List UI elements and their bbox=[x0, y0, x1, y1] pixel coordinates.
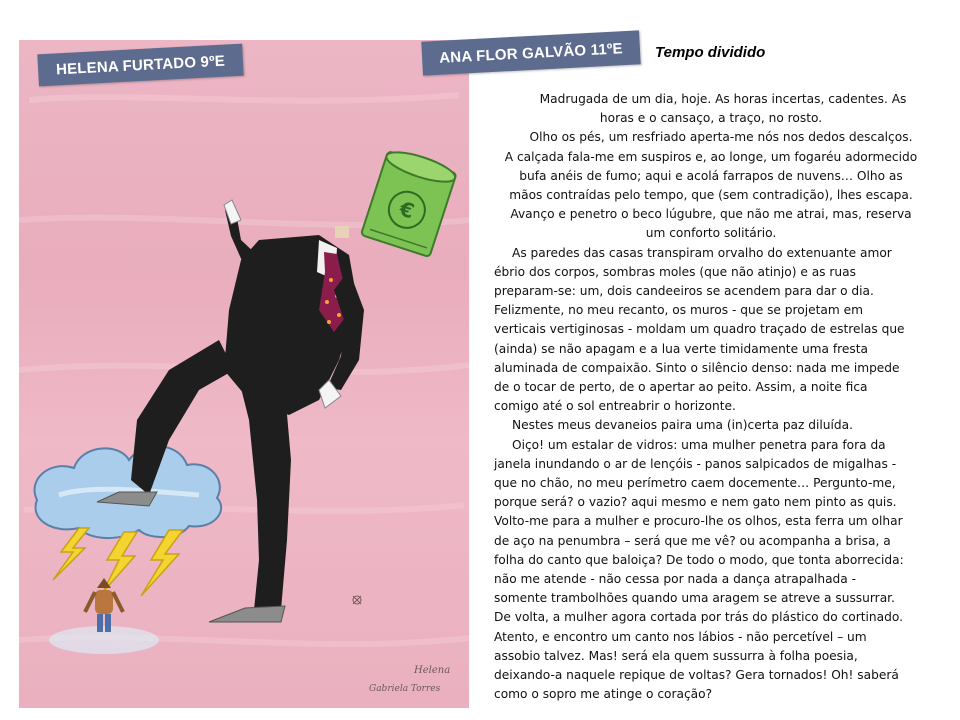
doodle-sketch bbox=[353, 596, 361, 604]
poem-line: bufa anéis de fumo; aqui e acolá farrapos de nuvens… Olho as bbox=[519, 168, 903, 183]
poem-line: Madrugada de um dia, hoje. As horas incertas, cadentes. As bbox=[539, 92, 907, 106]
poem-body bbox=[490, 90, 932, 705]
poem-line: preparam-se: um, dois candeeiros se acendem para dar o dia. bbox=[494, 284, 874, 299]
author-name-label: ANA FLOR GALVÃO 11ºE bbox=[421, 30, 640, 75]
poem-line: assobio talvez. Mas! será ela quem sussurra à folha poesia, bbox=[494, 648, 858, 663]
illustration-drawing bbox=[19, 40, 469, 708]
poem-line: verticais vertiginosas - moldam um quadro traçado de estrelas que bbox=[494, 322, 905, 337]
poem-line: Oiço! um estalar de vidros: uma mulher penetra para fora da bbox=[512, 437, 886, 452]
poem-title: Tempo dividido bbox=[655, 44, 766, 61]
poem-line: como o sopro me atinge o coração? bbox=[494, 687, 713, 702]
signature-helena: Helena bbox=[414, 665, 451, 676]
poem-line: mãos contraídas pelo tempo, que (sem contradição), lhes escapa. bbox=[509, 188, 913, 203]
poem-line: janela inundando o ar de lençóis - panos salpicados de migalhas - bbox=[494, 456, 897, 471]
poem-line: um conforto solitário. bbox=[645, 226, 777, 241]
illustration bbox=[19, 40, 469, 708]
poem-line: (ainda) se não apagam e a lua verte timidamente uma fresta bbox=[494, 341, 869, 356]
banknote-head bbox=[361, 146, 458, 257]
poem-line: folha do canto que baloiça? De todo o modo, que tonta aborrecida: bbox=[494, 552, 904, 567]
poem-line: Felizmente, no meu recanto, os muros - que se projetam em bbox=[494, 303, 863, 318]
poem-line: Atento, e encontro um canto nos lábios - não percetível – um bbox=[494, 629, 867, 644]
poem-line: somente trambolhões quando uma aragem se atreve a sussurrar. bbox=[494, 591, 895, 606]
poem-line: ébrio dos corpos, sombras moles (que não atinjo) e as ruas bbox=[494, 264, 856, 279]
poem-line: comigo até o sol entreabrir o horizonte. bbox=[494, 399, 736, 414]
poem-line: de o tocar de perto, de o apertar ao peito. Assim, a noite fica bbox=[494, 380, 868, 395]
poem-line: Olho os pés, um resfriado aperta-me nós nos dedos descalços. bbox=[529, 130, 913, 145]
poem-line: Nestes meus devaneios paira uma (in)certa paz diluída. bbox=[512, 418, 853, 433]
poem-line: aluminada de compaixão. Sinto o silêncio denso: nada me impede bbox=[494, 360, 900, 375]
poem-line: não me atende - não cessa por nada a dança atrapalhada - bbox=[494, 572, 857, 587]
headless-man bbox=[97, 200, 364, 622]
poem-line: Avanço e penetro o beco lúgubre, que não me atrai, mas, reserva bbox=[510, 207, 912, 222]
poem-line: deixando-a naquele repique de voltas? Gera tornados! Oh! saberá bbox=[494, 668, 899, 683]
poem-line: horas e o cansaço, a traço, no rosto. bbox=[599, 111, 823, 126]
poem-line: As paredes das casas transpiram orvalho do extenuante amor bbox=[512, 245, 892, 260]
poem-line: De volta, a mulher agora cortada por trás do plástico do cortinado. bbox=[494, 610, 903, 625]
poem-line: A calçada fala-me em suspiros e, ao longe, um fogaréu adormecido bbox=[504, 149, 918, 164]
poem-line: porque será? o vazio? aqui mesmo e nem gato nem pinto as quis. bbox=[494, 495, 897, 510]
illustrator-name-label: HELENA FURTADO 9ºE bbox=[37, 44, 243, 87]
poem-line: de aço na penumbra – será que me vê? ou acompanha a brisa, a bbox=[494, 533, 891, 548]
signature-gabriela: Gabriela Torres bbox=[369, 684, 441, 694]
euro-symbol: € bbox=[396, 196, 418, 224]
poem-line: que no chão, no meu perímetro caem docemente… Pergunto-me, bbox=[494, 476, 896, 491]
poem-line: Volto-me para a mulher e procuro-lhe os olhos, esta ferra um olhar bbox=[494, 514, 903, 529]
